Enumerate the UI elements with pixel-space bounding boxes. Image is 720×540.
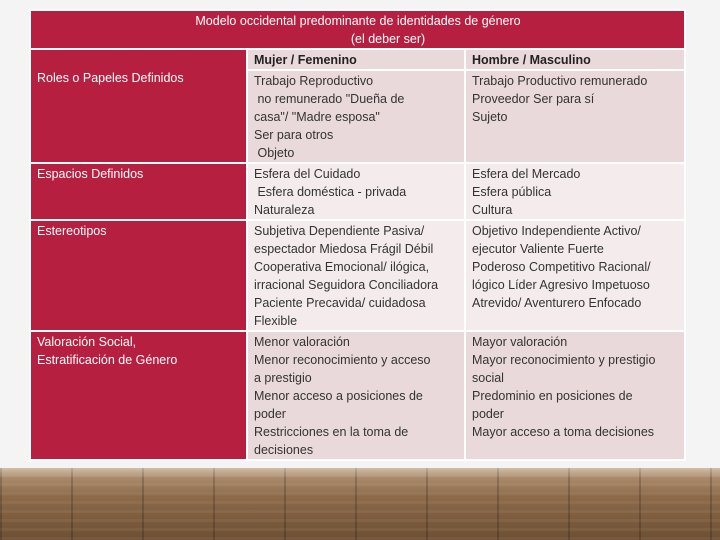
cell-line: Esfera del Mercado xyxy=(472,167,581,181)
cell-line: Mayor reconocimiento y prestigio xyxy=(472,353,656,367)
cell-espacios-hombre xyxy=(465,163,685,220)
cell-line: Objeto xyxy=(254,146,295,160)
cell-line: Objetivo Independiente Activo/ xyxy=(472,224,641,238)
cell-valoracion-mujer xyxy=(247,331,465,460)
cell-line: ejecutor Valiente Fuerte xyxy=(472,242,604,256)
cell-espacios-mujer xyxy=(247,163,465,220)
table-row xyxy=(30,163,685,220)
cell-line: no remunerado "Dueña de xyxy=(254,92,405,106)
cell-line: Cultura xyxy=(472,203,513,217)
cell-line: Trabajo Reproductivo xyxy=(254,74,374,88)
column-header-mujer: Mujer / Femenino xyxy=(247,49,465,70)
row-label-espacios: Espacios Definidos xyxy=(30,163,247,220)
table-title xyxy=(30,10,685,49)
title-line-1: Modelo occidental predominante de identidades de género xyxy=(195,14,521,28)
row-label-roles xyxy=(30,49,247,163)
cell-line: espectador Miedosa Frágil Débil xyxy=(254,242,434,256)
cell-line: Predominio en posiciones de xyxy=(472,389,633,403)
table-row xyxy=(30,49,685,70)
cell-line: Restricciones en la toma de xyxy=(254,425,409,439)
cell-line: Poderoso Competitivo Racional/ xyxy=(472,260,651,274)
cell-roles-mujer xyxy=(247,70,465,163)
row-label-text: Roles o Papeles Definidos xyxy=(37,71,184,85)
cell-line: irracional Seguidora Conciliadora xyxy=(254,278,439,292)
cell-line: Menor reconocimiento y acceso xyxy=(254,353,431,367)
row-label-line: Valoración Social, xyxy=(37,335,137,349)
cell-roles-hombre xyxy=(465,70,685,163)
cell-line: Proveedor Ser para sí xyxy=(472,92,595,106)
cell-line: social xyxy=(472,371,504,385)
cell-line: poder xyxy=(254,407,286,421)
cell-line: Trabajo Productivo remunerado xyxy=(472,74,648,88)
cell-line: poder xyxy=(472,407,504,421)
title-line-2: (el deber ser) xyxy=(350,32,426,46)
cell-line: Esfera del Cuidado xyxy=(254,167,361,181)
cell-line: Esfera pública xyxy=(472,185,552,199)
table-row xyxy=(30,220,685,331)
gender-identity-table xyxy=(29,9,686,461)
cell-line: Ser para otros xyxy=(254,128,334,142)
cell-estereotipos-hombre xyxy=(465,220,685,331)
cell-line: Naturaleza xyxy=(254,203,315,217)
cell-line: Sujeto xyxy=(472,110,508,124)
cell-valoracion-hombre xyxy=(465,331,685,460)
cell-line: Subjetiva Dependiente Pasiva/ xyxy=(254,224,425,238)
table-row xyxy=(30,331,685,460)
cell-line: Menor valoración xyxy=(254,335,350,349)
cell-line: Atrevido/ Aventurero Enfocado xyxy=(472,296,642,310)
cell-line: Mayor acceso a toma decisiones xyxy=(472,425,655,439)
row-label-line: Estratificación de Género xyxy=(37,353,178,367)
cell-estereotipos-mujer xyxy=(247,220,465,331)
cell-line: a prestigio xyxy=(254,371,312,385)
cell-line: Menor acceso a posiciones de xyxy=(254,389,423,403)
cell-line: Esfera doméstica - privada xyxy=(254,185,407,199)
cell-line: Mayor valoración xyxy=(472,335,568,349)
row-label-valoracion xyxy=(30,331,247,460)
cell-line: casa"/ "Madre esposa" xyxy=(254,110,380,124)
cell-line: Cooperativa Emocional/ ilógica, xyxy=(254,260,430,274)
cell-line: Flexible xyxy=(254,314,298,328)
cell-line: decisiones xyxy=(254,443,314,457)
row-label-estereotipos: Estereotipos xyxy=(30,220,247,331)
cell-line: lógico Líder Agresivo Impetuoso xyxy=(472,278,650,292)
cell-line: Paciente Precavida/ cuidadosa xyxy=(254,296,426,310)
wooden-floor-background xyxy=(0,468,720,540)
column-header-hombre: Hombre / Masculino xyxy=(465,49,685,70)
